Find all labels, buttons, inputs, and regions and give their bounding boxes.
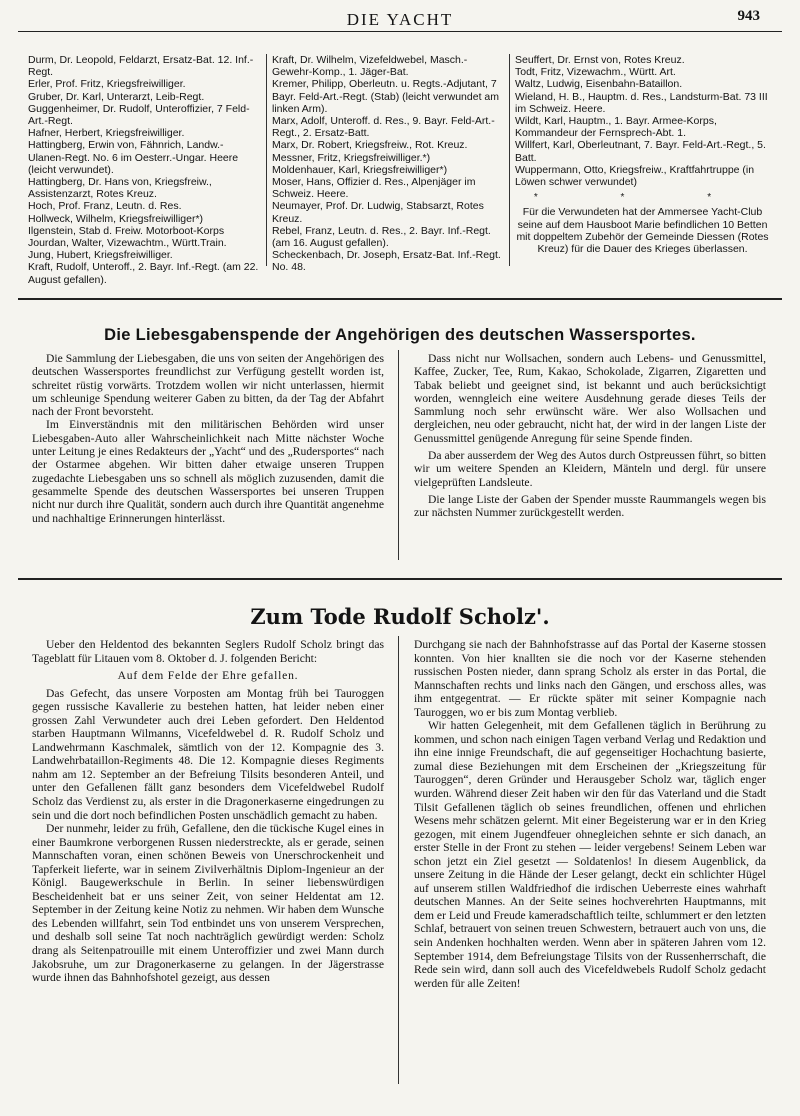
roster-entry: Erler, Prof. Fritz, Kriegsfreiwilliger. bbox=[28, 78, 186, 91]
roster-entry: Kraft, Rudolf, Unteroff., 2. Bayr. Inf.-Regt. (am 22. August gefallen). bbox=[28, 261, 259, 286]
roster-entry: Gruber, Dr. Karl, Unterarzt, Leib-Regt. bbox=[28, 90, 205, 103]
roster-entry: Marx, Adolf, Unteroff. d. Res., 9. Bayr. Feld-Art.-Regt., 2. Ersatz-Batt. bbox=[272, 115, 495, 140]
column-divider bbox=[509, 54, 510, 266]
roster-entry: Neumayer, Prof. Dr. Ludwig, Stabsarzt, Rotes Kreuz. bbox=[272, 200, 484, 225]
column-divider bbox=[398, 350, 399, 560]
article-paragraph: Durchgang sie nach der Bahnhofstrasse auf das Portal der Kaserne stossen konnten. Von hier knallten sie die noch vor der Kaserne stehenden russischen Posten nieder, dann sprang Scholz als erster in das Portal, die Mannschaften rechts und links nach den Gängen, und erschoss alles, was ihm entgegentrat. — Er rückte später mit seiner Kompagnie nach Tauroggen, wo er bis zum Montag verblieb. bbox=[414, 638, 766, 719]
roster-entry: Todt, Fritz, Vizewachm., Württ. Art. bbox=[515, 66, 676, 79]
article-paragraph: Der nunmehr, leider zu früh, Gefallene, den die tückische Kugel eines in einer Baumkrone verborgenen Russen niederstreckte, als er gerade, seinen Mannschaften voran, einen schönen Beweis von Unerschrockenheit und Tapferkeit lieferte, war in seinem Zivilverhältnis Diplom-Ingenieur an der Königl. Baugewerkschule in Berlin. In seiner liebenswürdigen Bescheidenheit bat er uns seiner Zeit, von seiner Heldentat am 12. September in der Zeitung keine Notiz zu nehmen. Wir haben dem Wunsche des Lebenden willfahrt, sein Tod entbindet uns von unserem Versprechen, und deshalb soll seine Tat noch nachträglich gewürdigt werden: Scholz drang als Seitenpatrouille mit einem Unteroffizier und zwei Mann durch Jakobsruhe, um zur Dragonerkaserne zu gelangen. In der Jägerstrasse wurde ihnen das Bahnhofshotel gezeigt, aus dessen bbox=[32, 822, 384, 985]
ammersee-notice: Für die Verwundeten hat der Ammersee Yacht-Club seine auf dem Hausboot Marie befindlichen 10 Betten mit doppeltem Zubehör der Gemeinde Diessen (Rotes Kreuz) für die Dauer des Krieges überlassen. bbox=[516, 206, 769, 256]
section-rule bbox=[18, 578, 782, 580]
article-paragraph: Die lange Liste der Gaben der Spender musste Raummangels wegen bis zur nächsten Nummer zurückgestellt werden. bbox=[414, 492, 766, 520]
article-paragraph: Dass nicht nur Wollsachen, sondern auch Lebens- und Genussmittel, Kaffee, Zucker, Tee, Rum, Kakao, Schokolade, Zigarren, Zigaretten und Tabak beliebt und geeignet sind, ist bekannt und auch berücksichtigt worden, wenngleich eine weitere Ausdehnung gerade dieses Teils der Sammlung noch sehr erwünscht wäre. Wer also Wollsachen und dergleichen, neu oder gebraucht, nicht hat, der wird in der langen Liste der Genussmittel genügende Anregung für seine Spende finden. bbox=[414, 352, 766, 445]
roster-column-1 bbox=[28, 54, 260, 286]
column-divider bbox=[398, 636, 399, 1084]
roster-entry: Marx, Dr. Robert, Kriegsfreiw., Rot. Kreuz. bbox=[272, 139, 468, 152]
header-rule bbox=[18, 31, 782, 32]
page-number: 943 bbox=[737, 8, 760, 24]
roster-entry: Ilgenstein, Stab d. Freiw. Motorboot-Korps bbox=[28, 224, 225, 237]
article2-title: Zum Tode Rudolf Scholz'. bbox=[250, 604, 550, 629]
roster-column-2 bbox=[272, 54, 504, 274]
roster-entry: Moldenhauer, Karl, Kriegsfreiwilliger*) bbox=[272, 163, 448, 176]
section-rule bbox=[18, 298, 782, 300]
column-divider bbox=[266, 54, 267, 266]
section-stars: * * * bbox=[533, 192, 752, 204]
roster-entry: Hattingberg, Dr. Hans von, Kriegsfreiw., Assistenzarzt, Rotes Kreuz. bbox=[28, 176, 212, 201]
article-paragraph: Wir hatten Gelegenheit, mit dem Gefallenen täglich in Berührung zu kommen, und schon nach einigen Tagen verband Verlag und Redaktion und ihn eine innige Freundschaft, die auf gegenseitiger Hochachtung basierte, zumal diese Beziehungen mit dem Erscheinen der „Kriegszeitung für Tauroggen“, deren Gründer und Herausgeber Scholz war, täglich enger wurden. Während dieser Zeit haben wir den für das Vaterland und die Stadt Tilsit Gefallenen täglich ob seines freundlichen, offenen und ehrlichen Wesens mehr schätzen gelernt. Mit einer Begeisterung war er in den Krieg gezogen, mit einem Jugendfeuer ohnegleichen sehnte er sich danach, an erster Stelle in der Front zu stehen — leider vergebens! Seinem Leben war schon jetzt ein Ziel gesetzt — Soldatenlos! In diesem Augenblick, da unsere Zeitung in die Hände der Leser gelangt, deckt ein schlichter Hügel auf unserem stillen Waldfriedhof die irdischen Ueberreste eines wahrhaft deutschen Mannes. An der Seite seines hochverehrten Hauptmanns, mit dem er Leid und Freude kameradschaftlich teilte, schlummert er den letzten Schlaf, betrauert von seinen treuen Schwestern, betrauert auch von uns, die sein Andenken hochhalten werden. Wenn aber in späteren Jahren vom 12. September 1914, dem Befreiungstage Tilsits von der Russenherrschaft, die Rede sein wird, dann soll auch des Vicefeldwebels Rudolf Scholz gedacht werden für alle Zeiten! bbox=[414, 719, 766, 990]
roster-entry: Jourdan, Walter, Vizewachtm., Württ.Train. bbox=[28, 237, 227, 250]
roster-entry: Guggenheimer, Dr. Rudolf, Unteroffizier, 7 Feld-Art.-Regt. bbox=[28, 102, 250, 128]
roster-entry: Wuppermann, Otto, Kriegsfreiw., Kraftfahrtruppe (in Löwen schwer verwundet) bbox=[515, 163, 755, 189]
roster-entry: Wildt, Karl, Hauptm., 1. Bayr. Armee-Korps, Kommandeur der Fernsprech-Abt. 1. bbox=[515, 115, 717, 140]
roster-entry: Moser, Hans, Offizier d. Res., Alpenjäger im Schweiz. Heere. bbox=[272, 176, 476, 201]
article-paragraph: Da aber ausserdem der Weg des Autos durch Ostpreussen führt, so bitten wir um weitere Spenden an Kleidern, Mänteln und dergl. für unsere vielgeprüften Landsleute. bbox=[414, 449, 766, 489]
roster-entry: Durm, Dr. Leopold, Feldarzt, Ersatz-Bat. 12. Inf.-Regt. bbox=[28, 54, 254, 79]
roster-entry: Jung, Hubert, Kriegsfreiwilliger. bbox=[28, 249, 173, 262]
article-intro: Ueber den Heldentod des bekannten Seglers Rudolf Scholz bringt das Tageblatt für Litauen vom 8. Oktober d. J. folgenden Bericht: bbox=[32, 638, 384, 665]
roster-entry: Hattingberg, Erwin von, Fähnrich, Landw.-Ulanen-Regt. No. 6 im Oesterr.-Ungar. Heere (leicht verwundet). bbox=[28, 139, 239, 176]
roster-entry: Messner, Fritz, Kriegsfreiwilliger.*) bbox=[272, 151, 431, 164]
roster-entry: Wieland, H. B., Hauptm. d. Res., Landsturm-Bat. 73 III im Schweiz. Heere. bbox=[515, 90, 768, 115]
article-subheading: Auf dem Felde der Ehre gefallen. bbox=[117, 669, 299, 683]
roster-entry: Hafner, Herbert, Kriegsfreiwilliger. bbox=[28, 127, 185, 140]
article2-left-column bbox=[32, 638, 384, 985]
roster-entry: Kraft, Dr. Wilhelm, Vizefeldwebel, Masch.-Gewehr-Komp., 1. Jäger-Bat. bbox=[272, 54, 468, 79]
article1-title: Die Liebesgabenspende der Angehörigen des deutschen Wassersportes. bbox=[104, 326, 696, 344]
roster-entry: Waltz, Ludwig, Eisenbahn-Bataillon. bbox=[515, 78, 683, 91]
article1-left-column bbox=[32, 352, 384, 525]
roster-entry: Hoch, Prof. Franz, Leutn. d. Res. bbox=[28, 200, 182, 213]
article1-right-column bbox=[414, 352, 766, 520]
roster-entry: Kremer, Philipp, Oberleutn. u. Regts.-Adjutant, 7 Bayr. Feld-Art.-Regt. (Stab) (leicht verwundet am linken Arm). bbox=[272, 78, 499, 115]
article2-right-column bbox=[414, 638, 766, 990]
roster-entry: Willfert, Karl, Oberleutnant, 7. Bayr. Feld-Art.-Regt., 5. Batt. bbox=[515, 139, 766, 164]
roster-entry: Hollweck, Wilhelm, Kriegsfreiwilliger*) bbox=[28, 212, 204, 225]
running-title: DIE YACHT bbox=[346, 10, 454, 29]
roster-entry: Seuffert, Dr. Ernst von, Rotes Kreuz. bbox=[515, 54, 685, 66]
roster-entry: Rebel, Franz, Leutn. d. Res., 2. Bayr. Inf.-Regt. (am 16. August gefallen). bbox=[272, 224, 491, 250]
roster-entry: Scheckenbach, Dr. Joseph, Ersatz-Bat. Inf.-Regt. No. 48. bbox=[272, 249, 501, 274]
article-paragraph: Im Einverständnis mit den militärischen Behörden wird unser Liebesgaben-Auto aller Wahrscheinlichkeit nach Mitte nächster Woche unter Leitung je eines Redakteurs der „Yacht“ und des „Rudersportes“ nach der Ostarmee abgehen. Wir bitten daher etwaige unseren Truppen zugedachte Liebesgaben uns so schnell als möglich zuzusenden, damit die gesammelte Spende des deutschen Wassersportes bei unseren Truppen nicht nur durch ihre Qualität, sondern auch durch ihre Quantität angenehme und nachhaltige Erinnerungen hinterlässt. bbox=[32, 418, 384, 525]
article-paragraph: Das Gefecht, das unsere Vorposten am Montag früh bei Tauroggen gegen russische Kavallerie zu bestehen hatten, hat leider neben einer grossen Zahl Verwundeter auch drei Leben gefordert. Den Heldentod starben Hauptmann Wilmanns, Vicefeldwebel d. R. Rudolf Scholz und Landwehrmann Kaschmalek, sämtlich von der 12. Kompagnie des 3. Landwehrbataillon-Regiments 48. Die 12. Kompagnie dieses Regiments nahm am 12. September an der Befreiung Tilsits besonderen Anteil, und unter den Gefallenen fällt ganz besonders dem Vicefeldwebel Rudolf Scholz das Verdienst zu, als erster in die Dragonerkaserne eingedrungen zu sein und die dort noch befindlichen Posten unschädlich gemacht zu haben. bbox=[32, 686, 384, 822]
roster-column-3 bbox=[515, 54, 770, 255]
article-paragraph: Die Sammlung der Liebesgaben, die uns von seiten der Angehörigen des deutschen Wassersportes freundlichst zur Verfügung gestellt worden ist, schreitet rüstig vorwärts. Trotzdem wollen wir nicht unterlassen, hiermit um schleunige Spendung weiterer Gaben zu bitten, da der Tag der Abfahrt nach der Front bevorsteht. bbox=[32, 352, 384, 419]
